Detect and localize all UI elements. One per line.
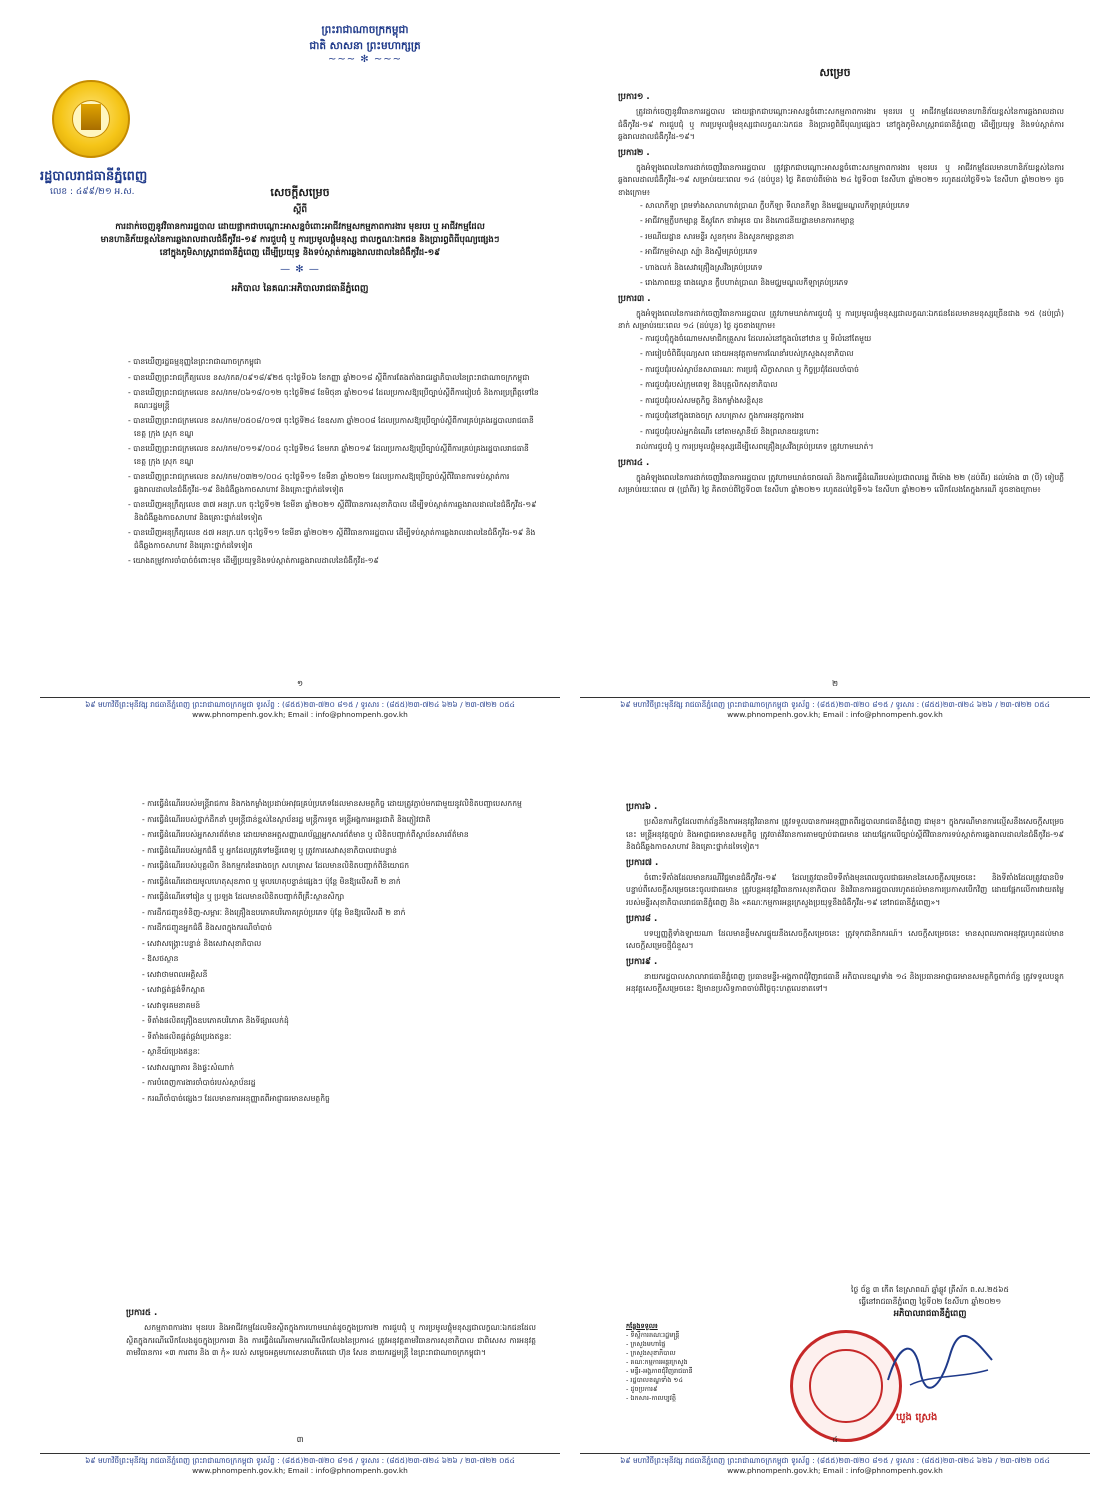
exemption-item: - ការបំពេញការងារចាំបាច់របស់ស្ថាប័នរដ្ឋ [142,1078,256,1087]
preamble-item: - បានឃើញព្រះរាជក្រមលេខ នស/រកម/០៣២១/០០៤ ចុះថ្ងៃទី១១ ខែមីនា ឆ្នាំ២០២១ ដែលប្រកាសឱ្យប្រើច្បាប់ស្តីពីវិធានការទប់ស្កាត់ការឆ្លងរាលដាលនៃជំងឺកូវីដ-១៩ និងជំងឺឆ្លងកាចសាហាវ និងគ្រោះថ្នាក់ដទៃទៀត [128,472,510,494]
article-3-item: - ការជួបជុំរបស់សមត្ថកិច្ច និងកម្លាំងសន្តិសុខ [640,395,764,405]
article-5-block [126,1304,536,1360]
footer-divider [40,1453,560,1454]
article-8-text: បទប្បញ្ញត្តិទាំងឡាយណា ដែលមានខ្លឹមសារផ្ទុយនឹងសេចក្តីសម្រេចនេះ ត្រូវទុកជានិរាករណ៍។ សេចក្តីសម្រេចនេះ មានសុពលភាពអនុវត្តរហូតដល់មានសេចក្តីសម្រេចថ្មីជំនួស។ [626,928,1064,951]
distribution-item: - ក្រសួងមហាផ្ទៃ [626,1340,666,1348]
footer-address: ៦៩ មហាវិថីព្រះមុនីវង្ស រាជធានីភ្នំពេញ ព្រះរាជាណាចក្រកម្ពុជា ទូរស័ព្ទ : (៨៥៥)២៣-៧២០ ៨១៥ / ទូរសារ : (៨៥៥)២៣-៧២៤ ៦២៦ / ២៣-៧២២ ០៥៤ [620,1456,1050,1465]
article-2-item: - រមណីយដ្ឋាន សារមន្ទីរ សួនកុមារ និងសួនកម្សាន្តនានា [640,231,794,241]
article-9-label: ប្រការ៩ . [626,956,658,967]
article-2-item: - អាជីវកម្មក្លឹបកម្សាន្ត ឌីស្កូតែក ខារ៉ាអូខេ បារ និងភោជនីយដ្ឋានមានការកម្សាន្ត [640,216,855,226]
kingdom-line: ព្រះរាជាណាចក្រកម្ពុជា [321,24,409,36]
decides-heading: សម្រេច [819,66,851,79]
distribution-item: - រដ្ឋបាលខណ្ឌទាំង ១៤ [626,1376,683,1384]
page-footer [580,1456,1090,1476]
signatory-name: ឃួង ស្រេង [896,1412,938,1423]
article-2-item: - ហាងលក់ និងសេវាគ្រឿងស្រវឹងគ្រប់ប្រភេទ [640,262,763,272]
org-name: រដ្ឋបាលរាជធានីភ្នំពេញ [40,169,148,184]
article-2-item: - រោងភាពយន្ត រោងល្ខោន ក្លឹបហាត់ប្រាណ និងមជ្ឈមណ្ឌលកីឡាគ្រប់ប្រភេទ [640,278,849,288]
preamble-item: - បានឃើញព្រះរាជក្រឹត្យលេខ នស/រកត/០៩១៨/៩២៥ ចុះថ្ងៃទី០៦ ខែកញ្ញា ឆ្នាំ២០១៨ ស្តីពីការតែងតាំងរាជរដ្ឋាភិបាលនៃព្រះរាជាណាចក្រកម្ពុជា [128,372,530,382]
article-3-label: ប្រការ៣ . [618,293,651,304]
page-number: ១ [296,679,304,688]
article-5-label: ប្រការ៥ . [126,1308,158,1318]
article-9-text: នាយករដ្ឋបាលសាលារាជធានីភ្នំពេញ ប្រធានមន្ទីរ-អង្គភាពជុំវិញរាជធានី អភិបាលខណ្ឌទាំង ១៤ និងប្រធានអាជ្ញាធរមានសមត្ថកិច្ចពាក់ព័ន្ធ ត្រូវទទួលបន្ទុកអនុវត្តសេចក្តីសម្រេចនេះ ឱ្យមានប្រសិទ្ធភាពចាប់ពីថ្ងៃចុះហត្ថលេខាតទៅ។ [626,971,1064,994]
article-1-label: ប្រការ១ . [618,92,650,102]
footer-web: www.phnompenh.gov.kh; Email : info@phnompenh.gov.kh [727,710,943,719]
distribution-item: - ដូចប្រការ៩ [626,1385,658,1393]
divider-ornament: — ✻ — [280,264,320,275]
footer-divider [580,697,1090,698]
reference-number: លេខ : ៤៩៩/២១ អ.ស. [50,187,135,197]
document-page-2 [580,18,1090,726]
article-8-label: ប្រការ៨ . [626,913,658,924]
lunar-date: ថ្ងៃ ច័ន្ទ ៣ កើត ខែស្រាពណ៍ ឆ្នាំឆ្លូវ ត្រីស័ក ព.ស.២៥៦៥ [851,1285,1009,1294]
footer-divider [580,1453,1090,1454]
article-7-label: ប្រការ៧ . [626,857,659,868]
document-page-3 [40,770,560,1482]
footer-divider [40,697,560,698]
preamble-item: - បានឃើញព្រះរាជក្រមលេខ នស/រកម/០១១៩/០០៤ ចុះថ្ងៃទី២៤ ខែមករា ឆ្នាំ២០១៩ ដែលប្រកាសឱ្យប្រើច្បាប់ស្តីពីការគ្រប់គ្រងរដ្ឋបាលរាជធានី ខេត្ត ក្រុង ស្រុក ខណ្ឌ [128,444,529,466]
date-block [790,1284,1070,1320]
article-2-list [618,200,1064,290]
exemption-item: - ការដឹកជញ្ជូនអ្នកជំងឺ និងសពក្នុងករណីចាំបាច់ [142,923,273,932]
distribution-item: - ក្រសួងសុខាភិបាល [626,1349,676,1357]
exemption-item: - សេវាថាមពលអគ្គិសនី [142,969,208,979]
solar-date: ធ្វើនៅរាជធានីភ្នំពេញ ថ្ងៃទី០២ ខែសីហា ឆ្នាំ២០២១ [858,1297,1002,1306]
exemption-item: - ទីតាំងផលិតគ្រឿងឧបភោគបរិភោគ និងទីផ្សារលក់ដុំ [142,1016,289,1025]
document-page-1 [40,18,560,726]
page-number: ៣ [296,1435,304,1444]
exemption-item: - ការធ្វើដំណើររបស់មន្ត្រីរាជការ និងកងកម្លាំងប្រដាប់អាវុធគ្រប់ប្រភេទដែលមានសមត្ថកិច្ច ដោយត្រូវភ្ជាប់មកជាមួយនូវលិខិតបញ្ជាបេសកកម្ម [142,799,522,808]
articles-block [626,798,1064,996]
exemption-item: - ស្ថានីយ៍ប្រេងឥន្ធនៈ [142,1047,200,1056]
article-2-item: - សាលាកីឡា ព្រមទាំងសាលាហាត់ប្រាណ ក្លឹបកីឡា ទីលានកីឡា និងមជ្ឈមណ្ឌលកីឡាគ្រប់ប្រភេទ [640,200,910,210]
preamble-item: - បានឃើញព្រះរាជក្រមលេខ នស/រកម/០៦១៨/០១២ ចុះថ្ងៃទី២៨ ខែមិថុនា ឆ្នាំ២០១៨ ដែលប្រកាសឱ្យប្រើច្បាប់ស្តីពីការរៀបចំ និងការប្រព្រឹត្តទៅនៃគណៈរដ្ឋមន្ត្រី [128,388,539,410]
distribution-item: - ទីស្តីការគណៈរដ្ឋមន្ត្រី [626,1331,680,1339]
page-footer [40,700,560,720]
footer-address: ៦៩ មហាវិថីព្រះមុនីវង្ស រាជធានីភ្នំពេញ ព្រះរាជាណាចក្រកម្ពុជា ទូរស័ព្ទ : (៨៥៥)២៣-៧២០ ៨១៥ / ទូរសារ : (៨៥៥)២៣-៧២៤ ៦២៦ / ២៣-៧២២ ០៥៤ [85,700,515,709]
article-4-label: ប្រការ៤ . [618,457,650,468]
article-6-label: ប្រការ៦ . [626,802,658,812]
exemption-item: - សេវាផ្គត់ផ្គង់ទឹកស្អាត [142,985,205,994]
exemption-item: - សេវាទូរគមនាគមន៍ [142,1000,201,1010]
footer-web: www.phnompenh.gov.kh; Email : info@phnompenh.gov.kh [727,1466,943,1475]
article-5-text: សកម្មភាពការងារ មុខរបរ និងអាជីវកម្មដែលមិនស្ថិតក្នុងការហាមឃាត់ដូចក្នុងប្រការ២ ការជួបជុំ ឬ ការប្រមូលផ្តុំមនុស្សជាលក្ខណៈឯកជនដែលស្ថិតក្នុងករណីលើកលែងដូចក្នុងប្រការ៣ និង ការធ្វើដំណើរតាមករណីលើកលែងនៃប្រការ៤ ត្រូវអនុវត្តតាមវិធានការសុខាភិបាល ជាពិសេស ការអនុវត្តតាមវិធានការ «៣ ការពារ និង ៣ កុំ» របស់ សម្តេចអគ្គមហាសេនាបតីតេជោ ហ៊ុន សែន នាយករដ្ឋមន្ត្រី នៃព្រះរាជាណាចក្រកម្ពុជា។ [126,1323,536,1358]
exemption-item: - ការធ្វើដំណើររបស់បុគ្គលិក និងកម្មករនៃរោងចក្រ សហគ្រាស ដែលមានលិខិតបញ្ជាក់ពីនិយោជក [142,861,410,870]
exemption-item: - ការធ្វើដំណើររបស់ថ្នាក់ដឹកនាំ ឬមន្ត្រីជាន់ខ្ពស់នៃស្ថាប័នរដ្ឋ មន្ត្រីការទូត មន្ត្រីអង្គការអន្តរជាតិ និងភ្ញៀវជាតិ [142,814,431,824]
document-page-4 [580,770,1090,1482]
exemption-item: - សេវាសណ្ឋាគារ និងផ្ទះសំណាក់ [142,1062,235,1072]
article-3-item: - ការជួបជុំរបស់ស្ថាប័នសាធារណៈ ការប្រជុំ សិក្ខាសាលា ឬ កិច្ចប្រជុំដែលចាំបាច់ [640,364,859,374]
preamble-item: - បានឃើញអនុក្រឹត្យលេខ ៥៧ អនក្រ.បក ចុះថ្ងៃទី១១ ខែមីនា ឆ្នាំ២០២១ ស្តីពីវិធានការរដ្ឋបាល ដើម្បីទប់ស្កាត់ការឆ្លងរាលដាលនៃជំងឺកូវីដ-១៩ និងជំងឺឆ្លងកាចសាហាវ និងគ្រោះថ្នាក់ដទៃទៀត [128,528,536,550]
article-3-item: - ការរៀបចំពិធីបុណ្យសព ដោយអនុវត្តតាមការណែនាំរបស់ក្រសួងសុខាភិបាល [640,349,854,359]
exemption-item: - ការធ្វើដំណើររបស់អ្នកសារព័ត៌មាន ដោយមានអត្តសញ្ញាណប័ណ្ណអ្នកសារព័ត៌មាន ឬ លិខិតបញ្ជាក់ពីស្ថាប័នសារព័ត៌មាន [142,830,469,839]
preamble-item: - យោងតម្រូវការចាំបាច់ចំពោះមុខ ដើម្បីប្រយុទ្ធនិងទប់ស្កាត់ការឆ្លងរាលដាលនៃជំងឺកូវីដ-១៩ [128,556,379,565]
preamble-item: - បានឃើញព្រះរាជក្រមលេខ នស/រកម/០៥០៨/០១៧ ចុះថ្ងៃទី២៤ ខែឧសភា ឆ្នាំ២០០៨ ដែលប្រកាសឱ្យប្រើច្បាប់ស្តីពីការគ្រប់គ្រងរដ្ឋបាលរាជធានី ខេត្ត ក្រុង ស្រុក ខណ្ឌ [128,416,534,438]
municipal-seal-icon [52,80,130,158]
distribution-items [626,1331,786,1403]
article-2-text: ក្នុងអំឡុងពេលនៃការដាក់ចេញវិធានការរដ្ឋបាល ត្រូវផ្អាកជាបណ្តោះអាសន្នចំពោះសកម្មភាពការងារ មុខរបរ ឬ អាជីវកម្មដែលមានហានិភ័យខ្ពស់នៃការឆ្លងរាលដាលជំងឺកូវីដ-១៩ សម្រាប់រយៈពេល ១៤ (ដប់បួន) ថ្ងៃ គិតចាប់ពីម៉ោង ២៤ ថ្ងៃទី០៣ ខែសីហា ឆ្នាំ២០២១ រហូតដល់ថ្ងៃទី១៦ ខែសីហា ឆ្នាំ២០២១ ដូចខាងក្រោម៖ [618,162,1064,197]
distribution-item: - មន្ទីរ-អង្គភាពជុំវិញរាជធានី [626,1367,693,1375]
decision-subject: ការដាក់ចេញនូវវិធានការរដ្ឋបាល ដោយផ្អាកជាបណ្តោះអាសន្នចំពោះអាជីវកម្មសកម្មភាពការងារ មុខរបរ ឬ អាជីវកម្មដែលមានហានិភ័យខ្ពស់នៃការឆ្លងរាលដាលជំងឺកូវីដ-១៩ ការជួបជុំ ឬ ការប្រមូលផ្តុំមនុស្ស ជាលក្ខណៈ​ឯកជន និងប្រារព្ធពិធីបុណ្យផ្សេងៗ នៅក្នុងភូមិសាស្ត្ររាជធានីភ្នំពេញ ដើម្បីប្រយុទ្ធ និងទប់ស្កាត់ការឆ្លងរាលដាលនៃជំងឺកូវីដ-១៩ [100,222,500,258]
distribution-title: កន្លែងទទួល៖ [626,1322,658,1330]
distribution-item: - ឯកសារ-កាលប្បវត្តិ [626,1394,676,1402]
article-3-item: - ការជួបជុំរបស់អ្នកដំណើរ នៅតាមស្ថានីយ៍ និងព្រលានយន្តហោះ [640,426,820,436]
exemption-item: - ទីតាំងផលិតផ្គត់ផ្គង់ប្រេងឥន្ធនៈ [142,1031,232,1041]
article-2-label: ប្រការ២ . [618,147,650,158]
distribution-item: - គណៈកម្មការអន្តរក្រសួង [626,1358,688,1366]
exemption-item: - ឱសថស្ថាន [142,954,179,963]
article-3-item: - ការជួបជុំក្នុងចំណោមសមាជិកគ្រួសារ ដែលរស់នៅក្នុងលំនៅឋាន ឬ ទីលំនៅតែមួយ [640,333,872,343]
flourish-ornament: ~~~ ✻ ~~~ [327,54,402,65]
exemption-item: - ការធ្វើដំណើរដោយមូលហេតុសុខភាព ឬ មូលហេតុបន្ទាន់ផ្សេងៗ ប៉ុន្តែ មិនឱ្យលើសពី ២ នាក់ [142,876,401,886]
page-number: ៤ [832,1435,838,1444]
footer-address: ៦៩ មហាវិថីព្រះមុនីវង្ស រាជធានីភ្នំពេញ ព្រះរាជាណាចក្រកម្ពុជា ទូរស័ព្ទ : (៨៥៥)២៣-៧២០ ៨១៥ / ទូរសារ : (៨៥៥)២៣-៧២៤ ៦២៦ / ២៣-៧២២ ០៥៤ [620,700,1050,709]
footer-web: www.phnompenh.gov.kh; Email : info@phnompenh.gov.kh [192,710,408,719]
letterhead [215,22,515,65]
signature-icon [880,1330,1000,1400]
article-3-item: - ការជួបជុំរបស់ក្រុមពេទ្យ និងបុគ្គលិកសុខាភិបាល [640,380,778,390]
page-number: ២ [831,679,839,688]
article-6-text: ប្រសិនការកិច្ចដែលពាក់ព័ន្ធនឹងការអនុវត្តវិធានការ ត្រូវទទួលបានការអនុញ្ញាតពីរដ្ឋបាលរាជធានីភ្នំពេញ ជាមុន។ ក្នុងករណីមានការល្មើសនឹងសេចក្តីសម្រេចនេះ មន្ត្រីអនុវត្តច្បាប់ និងអាជ្ញាធរមានសមត្ថកិច្ច ត្រូវចាត់វិធានការតាមច្បាប់ជាធរមាន ដោយផ្អែកលើច្បាប់ស្តីពីវិធានការទប់ស្កាត់ការឆ្លងរាលដាលនៃជំងឺកូវីដ-១៩ និងជំងឺឆ្លងកាចសាហាវ និងគ្រោះថ្នាក់ដទៃទៀត។ [626,817,1064,852]
exemptions-list [140,798,536,1108]
exemption-item: - ករណីចាំបាច់ផ្សេងៗ ដែលមានការអនុញ្ញាតពីអាជ្ញាធរមានសមត្ថកិច្ច [142,1093,330,1103]
exemption-item: - សេវាសង្គ្រោះបន្ទាន់ និងសេវាសុខាភិបាល [142,938,262,948]
signatory-title: អភិបាលរាជធានីភ្នំពេញ [893,1309,967,1319]
doc-type: សេចក្តីសម្រេច [270,186,330,199]
article-3-text: ក្នុងអំឡុងពេលនៃការដាក់ចេញវិធានការរដ្ឋបាល ត្រូវហាមឃាត់ការជួបជុំ ឬ ការប្រមូលផ្តុំមនុស្សជាលក្ខណៈឯកជនដែលមានមនុស្សច្រើនជាង ១៥ (ដប់ប្រាំ) នាក់ សម្រាប់រយៈពេល ១៤ (ដប់បួន) ថ្ងៃ ដូចខាងក្រោម៖ [618,308,1064,331]
article-3-list [618,333,1064,439]
preamble-list [126,356,540,571]
exemption-item: - ការធ្វើដំណើររបស់អ្នកជំងឺ ឬ អ្នកដែលត្រូវទៅមន្ទីរពេទ្យ ឬ ត្រូវការសេវាសុខាភិបាលជាបន្ទាន់ [142,845,398,855]
about-label: ស្តីពី [292,205,308,215]
distribution-list [626,1322,786,1403]
authority-heading: អភិបាល នៃគណៈអភិបាលរាជធានីភ្នំពេញ [231,284,369,294]
article-3-tail: រាល់ការជួបជុំ ឬ ការប្រមូលផ្តុំមនុស្សដើម្បីសេពគ្រឿងស្រវឹងគ្រប់ប្រភេទ ត្រូវហាមឃាត់។ [636,442,874,452]
exemption-item: - ការដឹកជញ្ជូនទំនិញ-សម្ភារៈ និងគ្រឿងឧបភោគបរិភោគគ្រប់ប្រភេទ ប៉ុន្តែ មិនឱ្យលើសពី ២ នាក់ [142,907,406,917]
motto-line: ជាតិ សាសនា ព្រះមហាក្សត្រ [309,40,421,52]
articles-block [618,88,1064,497]
footer-address: ៦៩ មហាវិថីព្រះមុនីវង្ស រាជធានីភ្នំពេញ ព្រះរាជាណាចក្រកម្ពុជា ទូរស័ព្ទ : (៨៥៥)២៣-៧២០ ៨១៥ / ទូរសារ : (៨៥៥)២៣-៧២៤ ៦២៦ / ២៣-៧២២ ០៥៤ [85,1456,515,1465]
article-2-item: - អាជីវកម្មម៉ាស្សា ស្ប៉ា និងស្ទីមគ្រប់ប្រភេទ [640,247,758,257]
preamble-item: - បានឃើញអនុក្រឹត្យលេខ ៣៧ អនក្រ.បក ចុះថ្ងៃទី១២ ខែមីនា ឆ្នាំ២០២១ ស្តីពីវិធានការសុខាភិបាល ដើម្បីទប់ស្កាត់ការឆ្លងរាលដាលនៃជំងឺកូវីដ-១៩ និងជំងឺឆ្លងកាចសាហាវ និងគ្រោះថ្នាក់ដទៃទៀត [128,500,537,522]
page-footer [580,700,1090,720]
article-4-text: ក្នុងអំឡុងពេលនៃការដាក់ចេញវិធានការរដ្ឋបាល ត្រូវហាមឃាត់ចរាចរណ៍ និងការធ្វើដំណើររបស់ប្រជាពលរដ្ឋ ពីម៉ោង ២២ (ដប់ពីរ) ដល់ម៉ោង ៣ (បី) ទៀបភ្លឺ សម្រាប់រយៈពេល ៧ (ប្រាំពីរ) ថ្ងៃ គិតចាប់ពីថ្ងៃទី០៣ ខែសីហា ឆ្នាំ២០២១ រហូតដល់ថ្ងៃទី១៦ ខែសីហា ឆ្នាំ២០២១ លើកលែងតែក្នុងករណី ដូចខាងក្រោម៖ [618,472,1064,495]
exemption-item: - ការធ្វើដំណើរទៅរៀន ឬ ប្រឡង ដែលមានលិខិតបញ្ជាក់ពីគ្រឹះស្ថានសិក្សា [142,892,345,901]
page-footer [40,1456,560,1476]
preamble-item: - បានឃើញរដ្ឋធម្មនុញ្ញនៃព្រះរាជាណាចក្រកម្ពុជា [128,357,262,366]
article-3-item: - ការជួបជុំនៅក្នុងរោងចក្រ សហគ្រាស ក្នុងការអនុវត្តការងារ [640,411,804,421]
footer-web: www.phnompenh.gov.kh; Email : info@phnompenh.gov.kh [192,1466,408,1475]
decision-header [60,186,540,296]
article-7-text: ចំពោះទីតាំងដែលមានករណីវិជ្ជមានជំងឺកូវីដ-១៩ ដែលត្រូវបានបិទទីតាំងមុនពេលចូលជាធរមាននៃសេចក្តីសម្រេចនេះ និងទីតាំងដែលត្រូវបានបិទបន្ទាប់ពីសេចក្តីសម្រេចនេះចូលជាធរមាន ត្រូវបន្តអនុវត្តវិធានការសុខាភិបាល និងវិធានការរដ្ឋបាលរហូតដល់មានការប្រកាសបើកវិញ ដោយផ្អែកលើការវាយតម្លៃរបស់មន្ទីរសុខាភិបាលរាជធានីភ្នំពេញ និង «គណៈកម្មការអន្តរក្រសួងប្រយុទ្ធនឹងជំងឺកូវីដ-១៩ នៅរាជធានីភ្នំពេញ»។ [626,872,1064,907]
article-1-text: ត្រូវដាក់ចេញនូវវិធានការរដ្ឋបាល ដោយផ្អាកជាបណ្តោះអាសន្នចំពោះសកម្មភាពការងារ មុខរបរ ឬ អាជីវកម្មដែលមានហានិភ័យខ្ពស់នៃការឆ្លងរាលដាលជំងឺកូវីដ-១៩ ការជួបជុំ ឬ ការប្រមូលផ្តុំមនុស្សជាលក្ខណៈឯកជន និងប្រារព្ធពិធីបុណ្យផ្សេងៗ នៅក្នុងភូមិសាស្ត្ររាជធានីភ្នំពេញ ដើម្បីប្រយុទ្ធ និងទប់ស្កាត់ការឆ្លងរាលដាលជំងឺកូវីដ-១៩។ [618,107,1064,142]
